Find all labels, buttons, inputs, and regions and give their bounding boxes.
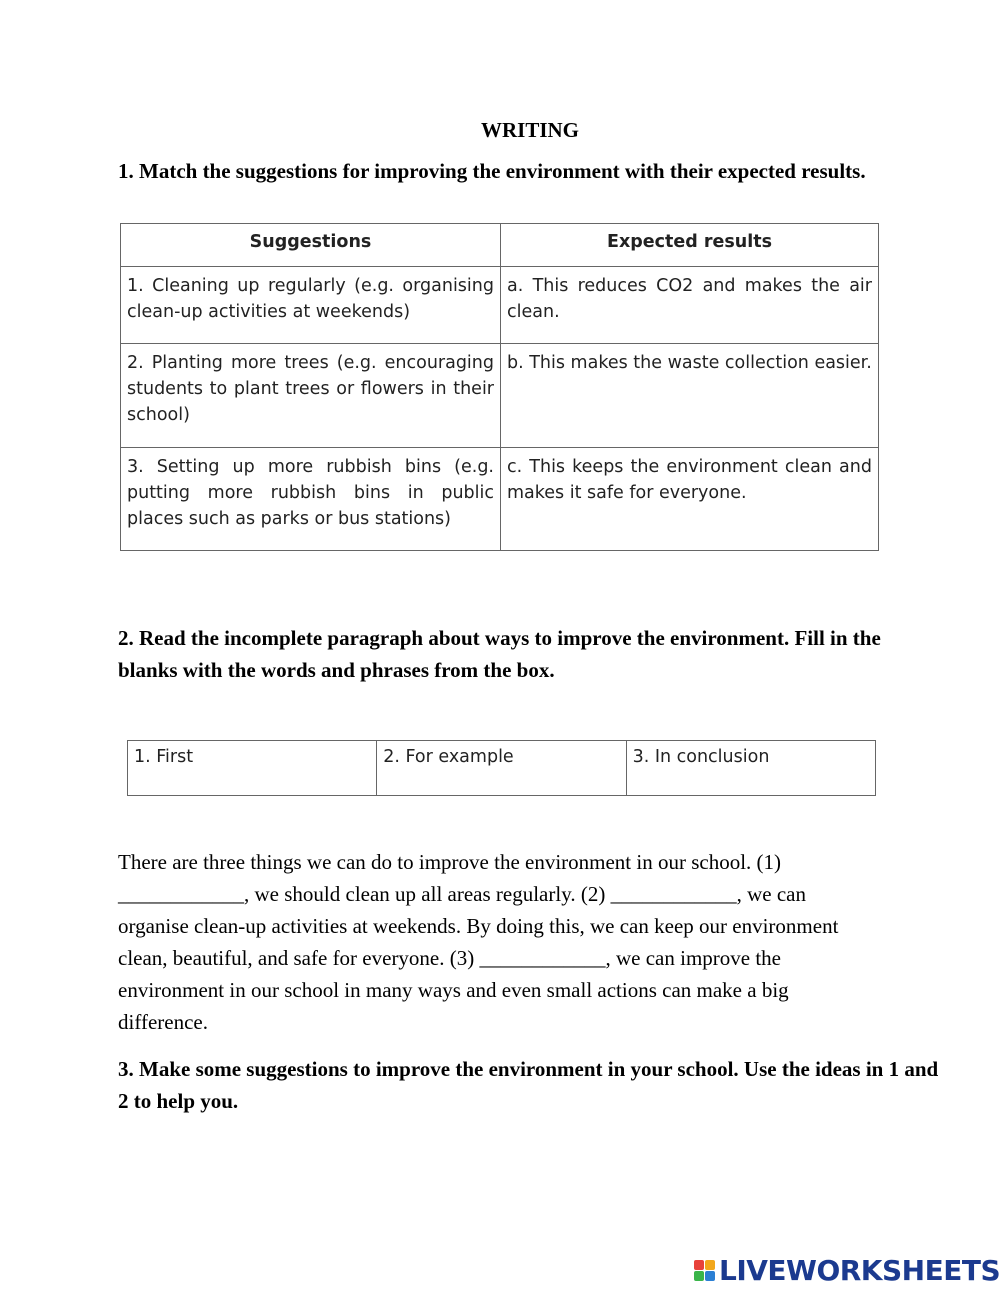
suggestion-cell: 3. Setting up more rubbish bins (e.g. putting more rubbish bins in public places such as parks or bus stations) [121,448,501,551]
liveworksheets-logo [694,1252,1000,1288]
logo-square [694,1260,704,1270]
word-box [127,740,876,796]
header-suggestions: Suggestions [121,224,501,267]
result-cell: a. This reduces CO2 and makes the air clean. [501,267,879,344]
word-box-item: 3. In conclusion [626,741,875,796]
suggestion-cell: 1. Cleaning up regularly (e.g. organising clean-up activities at weekends) [121,267,501,344]
paragraph-line: difference. [118,1010,208,1034]
header-expected-results: Expected results [501,224,879,267]
logo-square [694,1271,704,1281]
result-cell: b. This makes the waste collection easier. [501,344,879,448]
paragraph-line: There are three things we can do to improve the environment in our school. (1) [118,850,782,874]
logo-square [705,1260,715,1270]
page-title: WRITING [480,118,580,142]
fill-in-paragraph [118,846,918,1038]
logo-text: LIVEWORKSHEETS [719,1253,1000,1287]
word-box-item: 2. For example [377,741,626,796]
logo-mark-icon [694,1260,715,1281]
suggestion-cell: 2. Planting more trees (e.g. encouraging students to plant trees or flowers in their school) [121,344,501,448]
matching-table [120,223,879,551]
paragraph-line: organise clean-up activities at weekends. By doing this, we can keep our environment [118,914,839,938]
exercise-2-instruction: 2. Read the incomplete paragraph about ways to improve the environment. Fill in the blanks with the words and phrases from the box. [118,626,881,682]
result-cell: c. This keeps the environment clean and makes it safe for everyone. [501,448,879,551]
paragraph-line: clean, beautiful, and safe for everyone. (3) ____________, we can improve the [118,946,782,970]
table-header-row [121,224,879,267]
exercise-3-instruction: 3. Make some suggestions to improve the environment in your school. Use the ideas in 1 and 2 to help you. [118,1057,939,1113]
word-box-item: 1. First [128,741,377,796]
table-row [121,448,879,551]
logo-square [705,1271,715,1281]
exercise-1-instruction: 1. Match the suggestions for improving the environment with their expected results. [118,159,866,183]
table-row [121,344,879,448]
paragraph-line: environment in our school in many ways and even small actions can make a big [118,978,789,1002]
table-row [121,267,879,344]
paragraph-line: ____________, we should clean up all areas regularly. (2) ____________, we can [118,882,806,906]
